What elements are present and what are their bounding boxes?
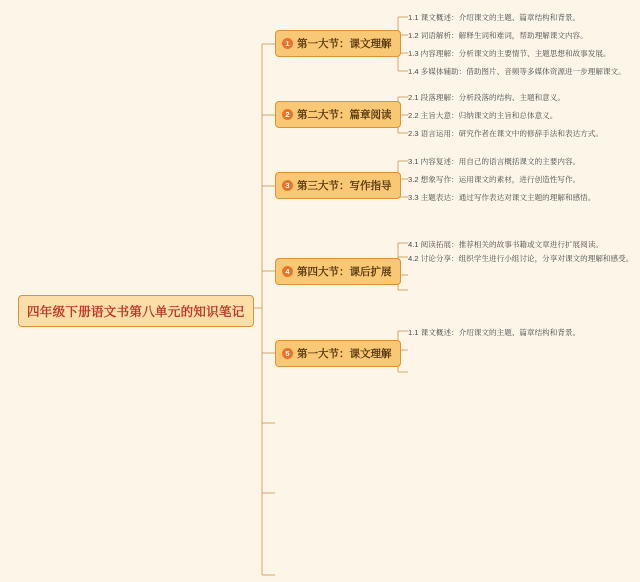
- leaf-node[interactable]: 1.2 词语解析：解释生词和难词，帮助理解课文内容。: [408, 31, 588, 40]
- branch-label: 第三大节：写作指导: [297, 180, 392, 192]
- leaf-node[interactable]: 1.1 课文概述：介绍课文的主题、篇章结构和背景。: [408, 328, 581, 337]
- branch-node-5[interactable]: [275, 340, 401, 367]
- leaf-node[interactable]: 4.1 阅读拓展：推荐相关的故事书籍或文章进行扩展阅读。: [408, 240, 603, 249]
- branch-number-icon: 5: [282, 348, 293, 359]
- leaf-node[interactable]: 3.3 主题表达：通过写作表达对课文主题的理解和感悟。: [408, 193, 596, 202]
- branch-number-icon: 3: [282, 180, 293, 191]
- mindmap-root-node[interactable]: [18, 295, 254, 327]
- branch-node-3[interactable]: [275, 172, 401, 199]
- branch-label: 第二大节：篇章阅读: [297, 109, 392, 121]
- leaf-node[interactable]: 2.2 主旨大意：归纳课文的主旨和总体意义。: [408, 111, 558, 120]
- branch-label: 第一大节：课文理解: [297, 38, 392, 50]
- branch-number-icon: 1: [282, 38, 293, 49]
- leaf-node[interactable]: 1.4 多媒体辅助：借助图片、音频等多媒体资源进一步理解课文。: [408, 67, 626, 76]
- leaf-node[interactable]: 3.2 想象写作：运用课文的素材，进行创造性写作。: [408, 175, 581, 184]
- leaf-node[interactable]: 2.1 段落理解：分析段落的结构、主题和意义。: [408, 93, 565, 102]
- branch-label: 第一大节：课文理解: [297, 348, 392, 360]
- leaf-node[interactable]: 4.2 讨论分享：组织学生进行小组讨论，分享对课文的理解和感受。: [408, 254, 634, 263]
- branch-node-2[interactable]: [275, 101, 401, 128]
- branch-node-1[interactable]: [275, 30, 401, 57]
- branch-number-icon: 4: [282, 266, 293, 277]
- leaf-node[interactable]: 1.1 课文概述：介绍课文的主题、篇章结构和背景。: [408, 13, 581, 22]
- branch-label: 第四大节：课后扩展: [297, 266, 392, 278]
- branch-number-icon: 2: [282, 109, 293, 120]
- root-label: 四年级下册语文书第八单元的知识笔记: [27, 305, 245, 319]
- branch-node-4[interactable]: [275, 258, 401, 285]
- leaf-node[interactable]: 3.1 内容复述：用自己的语言概括课文的主要内容。: [408, 157, 581, 166]
- leaf-node[interactable]: 2.3 语言运用：研究作者在课文中的修辞手法和表达方式。: [408, 129, 603, 138]
- leaf-node[interactable]: 1.3 内容理解：分析课文的主要情节、主题思想和故事发展。: [408, 49, 611, 58]
